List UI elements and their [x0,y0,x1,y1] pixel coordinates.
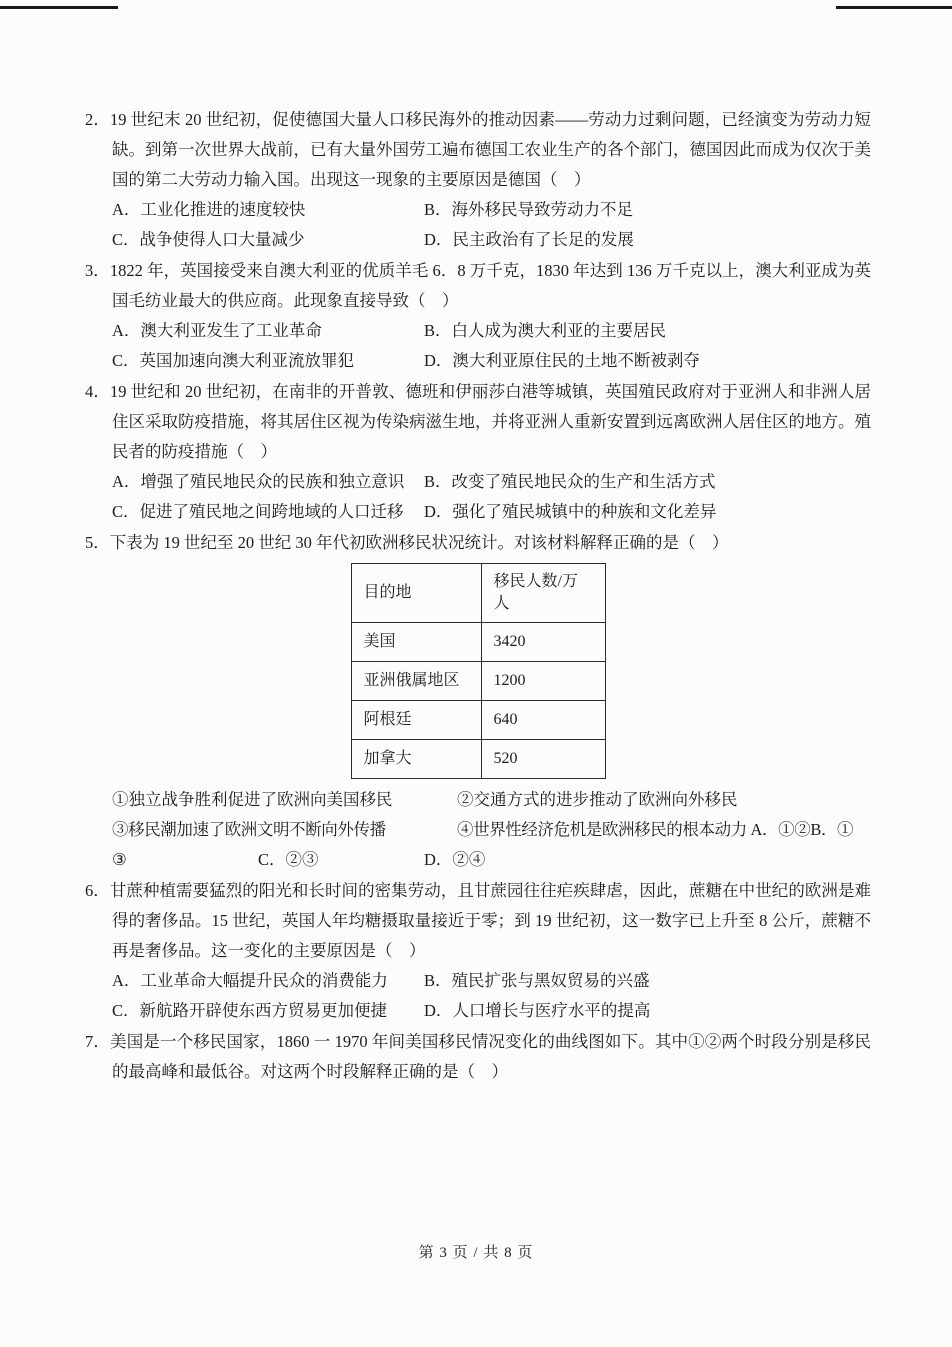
option-b-wrap: ③ [112,850,127,869]
table-row [351,740,605,779]
question-4-stem [85,377,871,467]
cell-count: 1200 [481,662,605,701]
statement-3: ③移民潮加速了欧洲文明不断向外传播 [112,820,386,839]
options-row [85,195,871,225]
question-5-stem [85,528,871,558]
option-b: B．改变了殖民地民众的生产和生活方式 [424,472,716,491]
question-number: 6． [85,881,110,900]
header-migrant-count: 移民人数/万人 [481,564,605,623]
options-row [85,497,871,527]
stem-text: 美国是一个移民国家，1860 一 1970 年间美国移民情况变化的曲线图如下。其中①②两个时段分别是移民的最高峰和最低谷。对这两个时段解释正确的是（ ） [110,1032,872,1081]
table-header-row [351,564,605,623]
question-3 [85,256,871,376]
option-a: A．工业化推进的速度较快 [112,200,306,219]
option-a: A．工业革命大幅提升民众的消费能力 [112,971,388,990]
question-6-stem [85,876,871,966]
option-d: D．人口增长与医疗水平的提高 [424,1001,651,1020]
option-c: C．促进了殖民地之间跨地域的人口迁移 [112,502,404,521]
stem-text: 下表为 19 世纪至 20 世纪 30 年代初欧洲移民状况统计。对该材料解释正确的是（ ） [109,533,729,552]
scan-artifact-left [0,6,118,9]
statement-4-and-options: ④世界性经济危机是欧洲移民的根本动力 A．①②B．① [457,820,854,839]
cell-destination: 阿根廷 [351,701,481,740]
question-number: 5． [85,533,110,552]
question-7-stem [85,1027,871,1087]
table-row [351,701,605,740]
options-row [85,346,871,376]
option-d: D．②④ [424,850,486,869]
question-3-stem [85,256,871,316]
stem-text: 19 世纪末 20 世纪初，促使德国大量人口移民海外的推动因素——劳动力过剩问题，已经演变为劳动力短缺。到第一次世界大战前，已有大量外国劳工遍布德国工农业生产的各个部门，德国因此而成为仅次于美国的第二大劳动力输入国。出现这一现象的主要原因是德国（ ） [110,110,872,189]
cell-count: 3420 [481,623,605,662]
scan-artifact-right [836,6,952,9]
question-number: 4． [85,382,111,401]
page-footer [0,1241,952,1262]
stem-text: 1822 年，英国接受来自澳大利亚的优质羊毛 6．8 万千克，1830 年达到 136 万千克以上，澳大利亚成为英国毛纺业最大的供应商。此现象直接导致（ ） [109,261,872,310]
options-row [85,966,871,996]
cell-destination: 加拿大 [351,740,481,779]
statements-row-2 [85,815,871,845]
option-b: B．海外移民导致劳动力不足 [424,200,634,219]
statement-1: ①独立战争胜利促进了欧洲向美国移民 [112,790,393,809]
options-row [85,225,871,255]
page-number-text: 第 3 页 / 共 8 页 [418,1245,534,1261]
options-row [85,996,871,1026]
option-d: D．强化了殖民城镇中的种族和文化差异 [424,502,717,521]
question-number: 7． [85,1032,111,1051]
option-d: D．民主政治有了长足的发展 [424,230,634,249]
question-4 [85,377,871,527]
cell-count: 520 [481,740,605,779]
option-c: C．新航路开辟使东西方贸易更加便捷 [112,1001,388,1020]
question-2 [85,105,871,255]
table-row [351,662,605,701]
option-a: A．澳大利亚发生了工业革命 [112,321,322,340]
question-number: 3． [85,261,110,280]
answer-options-row [85,845,871,875]
question-6 [85,876,871,1026]
option-c: C．英国加速向澳大利亚流放罪犯 [112,351,355,370]
question-7 [85,1027,871,1087]
option-d: D．澳大利亚原住民的土地不断被剥夺 [424,351,700,370]
page-content [85,104,871,1087]
stem-text: 甘蔗种植需要猛烈的阳光和长时间的密集劳动，且甘蔗园往往疟疾肆虐，因此，蔗糖在中世纪的欧洲是难得的奢侈品。15 世纪，英国人年均糖摄取量接近于零；到 19 世纪初，这一数字已上升至 8 公斤，蔗糖不再是奢侈品。这一变化的主要原因是（ ） [109,881,872,960]
question-2-stem [85,105,871,195]
option-a: A．增强了殖民地民众的民族和独立意识 [112,472,405,491]
migration-statistics-table [351,563,606,779]
cell-count: 640 [481,701,605,740]
header-destination: 目的地 [351,564,481,623]
option-c: C．②③ [258,850,319,869]
option-b: B．白人成为澳大利亚的主要居民 [424,321,667,340]
options-row [85,316,871,346]
question-5 [85,528,871,875]
table-row [351,623,605,662]
option-b: B．殖民扩张与黑奴贸易的兴盛 [424,971,650,990]
options-row [85,467,871,497]
statement-2: ②交通方式的进步推动了欧洲向外移民 [457,790,738,809]
cell-destination: 美国 [351,623,481,662]
question-number: 2． [85,110,111,129]
option-c: C．战争使得人口大量减少 [112,230,305,249]
stem-text: 19 世纪和 20 世纪初，在南非的开普敦、德班和伊丽莎白港等城镇，英国殖民政府对于亚洲人和非洲人居住区采取防疫措施，将其居住区视为传染病滋生地，并将亚洲人重新安置到远离欧洲人居住区的地方。殖民者的防疫措施（ ） [110,382,872,461]
statements-row-1 [85,785,871,815]
cell-destination: 亚洲俄属地区 [351,662,481,701]
